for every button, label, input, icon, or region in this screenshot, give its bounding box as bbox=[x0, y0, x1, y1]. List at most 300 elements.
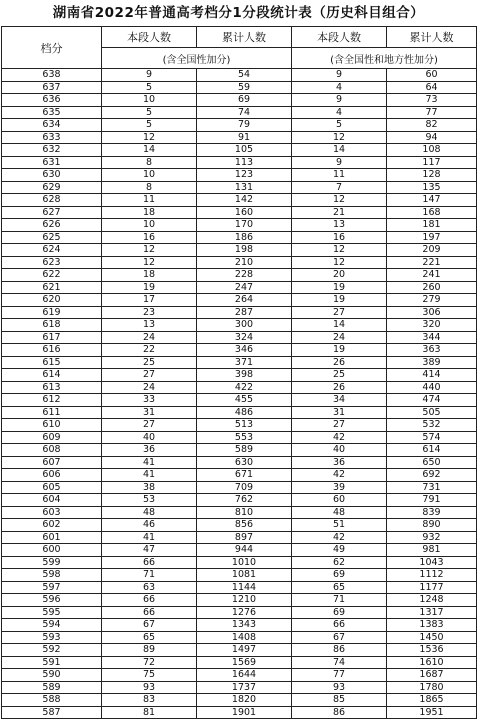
score-cell: 611 bbox=[2, 406, 102, 419]
cumulative-count-cell-2: 82 bbox=[387, 119, 477, 132]
segment-count-cell-2: 49 bbox=[292, 544, 387, 557]
score-cell: 618 bbox=[2, 319, 102, 332]
score-cell: 620 bbox=[2, 294, 102, 307]
cumulative-count-cell-1: 589 bbox=[197, 444, 292, 457]
segment-count-cell-2: 31 bbox=[292, 406, 387, 419]
score-cell: 593 bbox=[2, 631, 102, 644]
segment-count-cell-1: 38 bbox=[102, 481, 197, 494]
score-cell: 588 bbox=[2, 694, 102, 707]
segment-count-cell-2: 36 bbox=[292, 456, 387, 469]
cumulative-count-cell-1: 160 bbox=[197, 206, 292, 219]
segment-count-cell-1: 24 bbox=[102, 381, 197, 394]
segment-count-cell-2: 66 bbox=[292, 619, 387, 632]
segment-count-cell-1: 10 bbox=[102, 169, 197, 182]
group2-note: (含全国性和地方性加分) bbox=[292, 48, 477, 69]
table-row bbox=[2, 294, 477, 307]
cumulative-count-cell-1: 1497 bbox=[197, 644, 292, 657]
segment-count-cell-2: 40 bbox=[292, 444, 387, 457]
cumulative-count-cell-2: 320 bbox=[387, 319, 477, 332]
cumulative-count-cell-2: 981 bbox=[387, 544, 477, 557]
score-cell: 632 bbox=[2, 144, 102, 157]
segment-count-cell-2: 13 bbox=[292, 219, 387, 232]
segment-count-cell-2: 42 bbox=[292, 531, 387, 544]
segment-count-cell-2: 74 bbox=[292, 656, 387, 669]
segment-count-cell-2: 26 bbox=[292, 381, 387, 394]
table-row bbox=[2, 331, 477, 344]
segment-count-cell-1: 11 bbox=[102, 194, 197, 207]
cumulative-count-cell-2: 1177 bbox=[387, 581, 477, 594]
segment-count-cell-2: 69 bbox=[292, 606, 387, 619]
segment-count-cell-1: 18 bbox=[102, 206, 197, 219]
segment-count-cell-1: 53 bbox=[102, 494, 197, 507]
segment-count-cell-2: 39 bbox=[292, 481, 387, 494]
table-row bbox=[2, 556, 477, 569]
segment-count-cell-1: 83 bbox=[102, 694, 197, 707]
segment-count-cell-1: 22 bbox=[102, 344, 197, 357]
segment-count-cell-1: 67 bbox=[102, 619, 197, 632]
cumulative-count-cell-1: 897 bbox=[197, 531, 292, 544]
segment-count-cell-1: 40 bbox=[102, 431, 197, 444]
cumulative-count-cell-2: 505 bbox=[387, 406, 477, 419]
cumulative-count-cell-2: 209 bbox=[387, 244, 477, 257]
cumulative-count-cell-1: 123 bbox=[197, 169, 292, 182]
cumulative-count-cell-2: 94 bbox=[387, 131, 477, 144]
cumulative-count-cell-1: 74 bbox=[197, 106, 292, 119]
segment-count-cell-2: 12 bbox=[292, 244, 387, 257]
score-cell: 626 bbox=[2, 219, 102, 232]
cumulative-count-cell-2: 1383 bbox=[387, 619, 477, 632]
segment-count-cell-1: 36 bbox=[102, 444, 197, 457]
score-cell: 601 bbox=[2, 531, 102, 544]
segment-count-cell-2: 4 bbox=[292, 106, 387, 119]
segment-count-cell-2: 14 bbox=[292, 319, 387, 332]
cumulative-count-cell-2: 1865 bbox=[387, 694, 477, 707]
table-row bbox=[2, 231, 477, 244]
segment-count-cell-1: 46 bbox=[102, 519, 197, 532]
score-cell: 599 bbox=[2, 556, 102, 569]
segment-count-cell-1: 81 bbox=[102, 706, 197, 719]
cumulative-count-cell-1: 300 bbox=[197, 319, 292, 332]
table-row bbox=[2, 131, 477, 144]
score-cell: 589 bbox=[2, 681, 102, 694]
cumulative-count-cell-2: 181 bbox=[387, 219, 477, 232]
segment-count-cell-2: 51 bbox=[292, 519, 387, 532]
segment-count-cell-2: 65 bbox=[292, 581, 387, 594]
cumulative-count-cell-2: 1112 bbox=[387, 569, 477, 582]
segment-count-cell-2: 60 bbox=[292, 494, 387, 507]
segment-count-cell-1: 16 bbox=[102, 231, 197, 244]
segment-count-cell-1: 10 bbox=[102, 219, 197, 232]
cumulative-count-cell-1: 105 bbox=[197, 144, 292, 157]
score-cell: 628 bbox=[2, 194, 102, 207]
table-row bbox=[2, 269, 477, 282]
cumulative-count-cell-1: 1276 bbox=[197, 606, 292, 619]
segment-count-cell-1: 12 bbox=[102, 131, 197, 144]
score-cell: 592 bbox=[2, 644, 102, 657]
segment-count-cell-2: 4 bbox=[292, 81, 387, 94]
cumulative-count-cell-2: 117 bbox=[387, 156, 477, 169]
table-row bbox=[2, 281, 477, 294]
score-cell: 636 bbox=[2, 94, 102, 107]
table-row bbox=[2, 119, 477, 132]
score-cell: 624 bbox=[2, 244, 102, 257]
segment-count-cell-2: 67 bbox=[292, 631, 387, 644]
cumulative-count-cell-2: 932 bbox=[387, 531, 477, 544]
table-row bbox=[2, 694, 477, 707]
segment-count-cell-1: 47 bbox=[102, 544, 197, 557]
cumulative-count-cell-1: 630 bbox=[197, 456, 292, 469]
cumulative-count-cell-2: 1610 bbox=[387, 656, 477, 669]
cumulative-count-cell-1: 422 bbox=[197, 381, 292, 394]
table-row bbox=[2, 681, 477, 694]
table-row bbox=[2, 431, 477, 444]
cumulative-count-cell-1: 1820 bbox=[197, 694, 292, 707]
segment-count-cell-1: 23 bbox=[102, 306, 197, 319]
table-row bbox=[2, 506, 477, 519]
segment-count-cell-2: 26 bbox=[292, 356, 387, 369]
score-cell: 633 bbox=[2, 131, 102, 144]
header-row bbox=[2, 27, 477, 48]
cumulative-count-cell-2: 839 bbox=[387, 506, 477, 519]
table-row bbox=[2, 531, 477, 544]
cumulative-count-cell-1: 210 bbox=[197, 256, 292, 269]
segment-count-cell-2: 42 bbox=[292, 469, 387, 482]
table-row bbox=[2, 631, 477, 644]
segment-count-cell-2: 86 bbox=[292, 706, 387, 719]
table-row bbox=[2, 444, 477, 457]
segment-count-cell-1: 8 bbox=[102, 181, 197, 194]
score-cell: 591 bbox=[2, 656, 102, 669]
cumulative-count-cell-1: 1144 bbox=[197, 581, 292, 594]
cumulative-count-cell-2: 168 bbox=[387, 206, 477, 219]
segment-count-cell-1: 5 bbox=[102, 119, 197, 132]
cumulative-count-cell-1: 186 bbox=[197, 231, 292, 244]
cumulative-count-cell-1: 170 bbox=[197, 219, 292, 232]
segment-count-cell-2: 27 bbox=[292, 419, 387, 432]
score-cell: 596 bbox=[2, 594, 102, 607]
segment-count-cell-1: 10 bbox=[102, 94, 197, 107]
segment-count-cell-1: 13 bbox=[102, 319, 197, 332]
segment-count-cell-2: 48 bbox=[292, 506, 387, 519]
score-cell: 631 bbox=[2, 156, 102, 169]
cumulative-count-cell-2: 197 bbox=[387, 231, 477, 244]
cumulative-count-cell-1: 1569 bbox=[197, 656, 292, 669]
segment-count-cell-2: 12 bbox=[292, 256, 387, 269]
table-row bbox=[2, 469, 477, 482]
table-row bbox=[2, 344, 477, 357]
cumulative-count-cell-1: 1210 bbox=[197, 594, 292, 607]
cumulative-count-cell-2: 73 bbox=[387, 94, 477, 107]
cumulative-count-cell-2: 1317 bbox=[387, 606, 477, 619]
segment-count-cell-1: 63 bbox=[102, 581, 197, 594]
score-cell: 638 bbox=[2, 69, 102, 82]
cumulative-count-cell-1: 398 bbox=[197, 369, 292, 382]
segment-count-cell-2: 34 bbox=[292, 394, 387, 407]
cumulative-count-header-1: 累计人数 bbox=[197, 27, 292, 48]
cumulative-count-cell-2: 306 bbox=[387, 306, 477, 319]
cumulative-count-cell-2: 279 bbox=[387, 294, 477, 307]
score-cell: 619 bbox=[2, 306, 102, 319]
score-cell: 595 bbox=[2, 606, 102, 619]
score-cell: 606 bbox=[2, 469, 102, 482]
segment-count-cell-1: 89 bbox=[102, 644, 197, 657]
table-row bbox=[2, 544, 477, 557]
table-row bbox=[2, 106, 477, 119]
segment-count-cell-2: 21 bbox=[292, 206, 387, 219]
table-row bbox=[2, 594, 477, 607]
segment-count-cell-1: 72 bbox=[102, 656, 197, 669]
table-row bbox=[2, 319, 477, 332]
score-cell: 637 bbox=[2, 81, 102, 94]
segment-count-cell-2: 85 bbox=[292, 694, 387, 707]
segment-count-cell-2: 12 bbox=[292, 194, 387, 207]
segment-count-cell-2: 25 bbox=[292, 369, 387, 382]
cumulative-count-cell-1: 69 bbox=[197, 94, 292, 107]
segment-count-cell-1: 48 bbox=[102, 506, 197, 519]
cumulative-count-cell-1: 671 bbox=[197, 469, 292, 482]
table-row bbox=[2, 669, 477, 682]
segment-count-cell-2: 27 bbox=[292, 306, 387, 319]
segment-count-cell-1: 93 bbox=[102, 681, 197, 694]
cumulative-count-cell-1: 346 bbox=[197, 344, 292, 357]
score-table bbox=[1, 26, 477, 719]
group1-note: (含全国性加分) bbox=[102, 48, 292, 69]
cumulative-count-cell-2: 1536 bbox=[387, 644, 477, 657]
segment-count-cell-2: 62 bbox=[292, 556, 387, 569]
cumulative-count-cell-2: 108 bbox=[387, 144, 477, 157]
cumulative-count-cell-1: 856 bbox=[197, 519, 292, 532]
table-row bbox=[2, 569, 477, 582]
table-row bbox=[2, 169, 477, 182]
cumulative-count-cell-2: 147 bbox=[387, 194, 477, 207]
score-cell: 608 bbox=[2, 444, 102, 457]
segment-count-cell-2: 9 bbox=[292, 69, 387, 82]
cumulative-count-cell-1: 113 bbox=[197, 156, 292, 169]
cumulative-count-cell-1: 762 bbox=[197, 494, 292, 507]
segment-count-header-2: 本段人数 bbox=[292, 27, 387, 48]
cumulative-count-cell-1: 486 bbox=[197, 406, 292, 419]
table-row bbox=[2, 81, 477, 94]
table-row bbox=[2, 181, 477, 194]
score-cell: 629 bbox=[2, 181, 102, 194]
segment-count-cell-2: 19 bbox=[292, 294, 387, 307]
score-cell: 605 bbox=[2, 481, 102, 494]
segment-count-cell-2: 42 bbox=[292, 431, 387, 444]
segment-count-cell-1: 8 bbox=[102, 156, 197, 169]
cumulative-count-cell-1: 944 bbox=[197, 544, 292, 557]
cumulative-count-cell-1: 709 bbox=[197, 481, 292, 494]
segment-count-cell-1: 5 bbox=[102, 81, 197, 94]
segment-count-cell-1: 27 bbox=[102, 369, 197, 382]
cumulative-count-cell-2: 260 bbox=[387, 281, 477, 294]
segment-count-cell-2: 93 bbox=[292, 681, 387, 694]
score-cell: 607 bbox=[2, 456, 102, 469]
segment-count-cell-2: 14 bbox=[292, 144, 387, 157]
segment-count-header-1: 本段人数 bbox=[102, 27, 197, 48]
segment-count-cell-1: 33 bbox=[102, 394, 197, 407]
segment-count-cell-2: 9 bbox=[292, 94, 387, 107]
cumulative-count-cell-2: 474 bbox=[387, 394, 477, 407]
segment-count-cell-1: 71 bbox=[102, 569, 197, 582]
segment-count-cell-1: 65 bbox=[102, 631, 197, 644]
cumulative-count-cell-2: 731 bbox=[387, 481, 477, 494]
cumulative-count-cell-2: 64 bbox=[387, 81, 477, 94]
cumulative-count-cell-1: 131 bbox=[197, 181, 292, 194]
cumulative-count-cell-1: 455 bbox=[197, 394, 292, 407]
segment-count-cell-1: 31 bbox=[102, 406, 197, 419]
cumulative-count-header-2: 累计人数 bbox=[387, 27, 477, 48]
table-row bbox=[2, 144, 477, 157]
segment-count-cell-2: 5 bbox=[292, 119, 387, 132]
cumulative-count-cell-2: 77 bbox=[387, 106, 477, 119]
score-cell: 622 bbox=[2, 269, 102, 282]
score-cell: 613 bbox=[2, 381, 102, 394]
cumulative-count-cell-2: 1951 bbox=[387, 706, 477, 719]
table-row bbox=[2, 156, 477, 169]
score-cell: 597 bbox=[2, 581, 102, 594]
table-row bbox=[2, 706, 477, 719]
score-cell: 612 bbox=[2, 394, 102, 407]
cumulative-count-cell-2: 650 bbox=[387, 456, 477, 469]
cumulative-count-cell-1: 1644 bbox=[197, 669, 292, 682]
segment-count-cell-1: 12 bbox=[102, 244, 197, 257]
segment-count-cell-2: 7 bbox=[292, 181, 387, 194]
score-cell: 635 bbox=[2, 106, 102, 119]
cumulative-count-cell-2: 614 bbox=[387, 444, 477, 457]
cumulative-count-cell-2: 791 bbox=[387, 494, 477, 507]
segment-count-cell-1: 66 bbox=[102, 594, 197, 607]
cumulative-count-cell-2: 128 bbox=[387, 169, 477, 182]
cumulative-count-cell-1: 1901 bbox=[197, 706, 292, 719]
segment-count-cell-1: 19 bbox=[102, 281, 197, 294]
cumulative-count-cell-1: 198 bbox=[197, 244, 292, 257]
table-row bbox=[2, 356, 477, 369]
table-row bbox=[2, 581, 477, 594]
cumulative-count-cell-2: 574 bbox=[387, 431, 477, 444]
segment-count-cell-1: 25 bbox=[102, 356, 197, 369]
table-row bbox=[2, 244, 477, 257]
cumulative-count-cell-1: 1343 bbox=[197, 619, 292, 632]
segment-count-cell-2: 71 bbox=[292, 594, 387, 607]
cumulative-count-cell-2: 440 bbox=[387, 381, 477, 394]
table-row bbox=[2, 194, 477, 207]
cumulative-count-cell-2: 1780 bbox=[387, 681, 477, 694]
score-cell: 603 bbox=[2, 506, 102, 519]
cumulative-count-cell-1: 91 bbox=[197, 131, 292, 144]
segment-count-cell-2: 24 bbox=[292, 331, 387, 344]
table-row bbox=[2, 94, 477, 107]
segment-count-cell-1: 17 bbox=[102, 294, 197, 307]
score-cell: 625 bbox=[2, 231, 102, 244]
table-row bbox=[2, 406, 477, 419]
segment-count-cell-1: 18 bbox=[102, 269, 197, 282]
segment-count-cell-1: 12 bbox=[102, 256, 197, 269]
segment-count-cell-1: 66 bbox=[102, 606, 197, 619]
table-row bbox=[2, 619, 477, 632]
table-row bbox=[2, 606, 477, 619]
score-cell: 598 bbox=[2, 569, 102, 582]
cumulative-count-cell-2: 414 bbox=[387, 369, 477, 382]
segment-count-cell-1: 75 bbox=[102, 669, 197, 682]
segment-count-cell-2: 86 bbox=[292, 644, 387, 657]
cumulative-count-cell-1: 79 bbox=[197, 119, 292, 132]
score-cell: 587 bbox=[2, 706, 102, 719]
segment-count-cell-1: 27 bbox=[102, 419, 197, 432]
score-cell: 634 bbox=[2, 119, 102, 132]
cumulative-count-cell-1: 1737 bbox=[197, 681, 292, 694]
cumulative-count-cell-1: 513 bbox=[197, 419, 292, 432]
table-row bbox=[2, 419, 477, 432]
score-cell: 614 bbox=[2, 369, 102, 382]
table-body bbox=[2, 69, 477, 719]
table-row bbox=[2, 494, 477, 507]
cumulative-count-cell-2: 241 bbox=[387, 269, 477, 282]
segment-count-cell-2: 69 bbox=[292, 569, 387, 582]
segment-count-cell-1: 14 bbox=[102, 144, 197, 157]
cumulative-count-cell-2: 60 bbox=[387, 69, 477, 82]
table-row bbox=[2, 306, 477, 319]
score-cell: 616 bbox=[2, 344, 102, 357]
segment-count-cell-2: 19 bbox=[292, 344, 387, 357]
cumulative-count-cell-1: 1081 bbox=[197, 569, 292, 582]
cumulative-count-cell-1: 228 bbox=[197, 269, 292, 282]
cumulative-count-cell-2: 1687 bbox=[387, 669, 477, 682]
cumulative-count-cell-1: 264 bbox=[197, 294, 292, 307]
score-cell: 604 bbox=[2, 494, 102, 507]
cumulative-count-cell-1: 247 bbox=[197, 281, 292, 294]
score-cell: 590 bbox=[2, 669, 102, 682]
table-row bbox=[2, 481, 477, 494]
score-cell: 621 bbox=[2, 281, 102, 294]
cumulative-count-cell-2: 135 bbox=[387, 181, 477, 194]
score-cell: 615 bbox=[2, 356, 102, 369]
cumulative-count-cell-2: 1043 bbox=[387, 556, 477, 569]
score-cell: 609 bbox=[2, 431, 102, 444]
cumulative-count-cell-1: 324 bbox=[197, 331, 292, 344]
score-cell: 602 bbox=[2, 519, 102, 532]
segment-count-cell-2: 9 bbox=[292, 156, 387, 169]
segment-count-cell-2: 20 bbox=[292, 269, 387, 282]
segment-count-cell-1: 24 bbox=[102, 331, 197, 344]
segment-count-cell-1: 41 bbox=[102, 456, 197, 469]
cumulative-count-cell-1: 59 bbox=[197, 81, 292, 94]
table-row bbox=[2, 381, 477, 394]
cumulative-count-cell-2: 890 bbox=[387, 519, 477, 532]
cumulative-count-cell-2: 532 bbox=[387, 419, 477, 432]
score-cell: 594 bbox=[2, 619, 102, 632]
cumulative-count-cell-1: 1010 bbox=[197, 556, 292, 569]
segment-count-cell-2: 19 bbox=[292, 281, 387, 294]
score-cell: 617 bbox=[2, 331, 102, 344]
cumulative-count-cell-2: 389 bbox=[387, 356, 477, 369]
table-row bbox=[2, 656, 477, 669]
table-row bbox=[2, 369, 477, 382]
segment-count-cell-1: 5 bbox=[102, 106, 197, 119]
segment-count-cell-1: 66 bbox=[102, 556, 197, 569]
segment-count-cell-1: 41 bbox=[102, 469, 197, 482]
cumulative-count-cell-1: 371 bbox=[197, 356, 292, 369]
cumulative-count-cell-1: 142 bbox=[197, 194, 292, 207]
segment-count-cell-2: 16 bbox=[292, 231, 387, 244]
cumulative-count-cell-2: 692 bbox=[387, 469, 477, 482]
segment-count-cell-2: 11 bbox=[292, 169, 387, 182]
score-cell: 630 bbox=[2, 169, 102, 182]
table-row bbox=[2, 256, 477, 269]
segment-count-cell-2: 77 bbox=[292, 669, 387, 682]
score-cell: 627 bbox=[2, 206, 102, 219]
cumulative-count-cell-1: 54 bbox=[197, 69, 292, 82]
segment-count-cell-1: 9 bbox=[102, 69, 197, 82]
